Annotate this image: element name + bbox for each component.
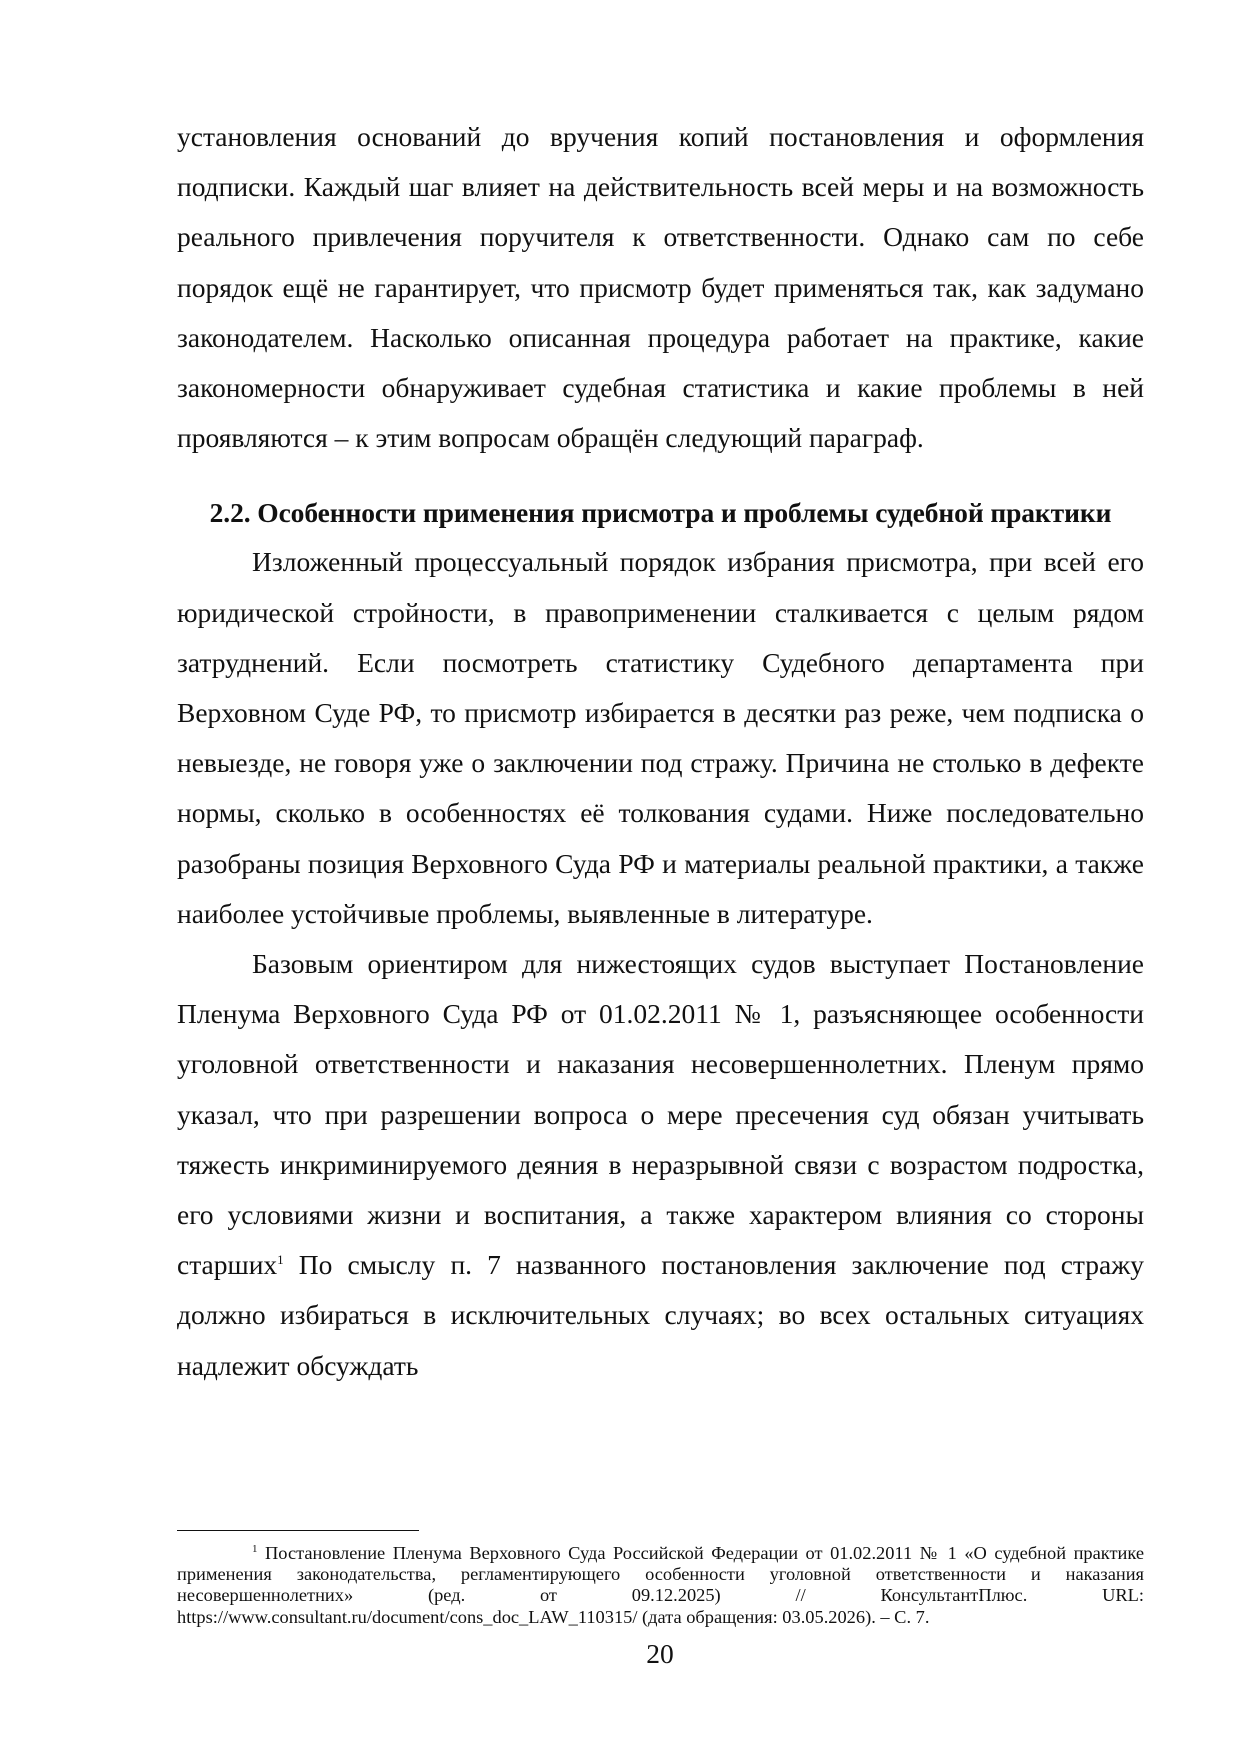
paragraph-continuation: установления оснований до вручения копий постановления и оформления подписки. Каждый шаг влияет на действительность всей меры и на возможность реального привлечения поручителя к ответственности. Однако сам по себе порядок ещё не гарантирует, что присмотр будет применяться так, как задумано законодателем. Насколько описанная процедура работает на практике, какие закономерности обнаруживает судебная статистика и какие проблемы в ней проявляются – к этим вопросам обращён следующий параграф. — [177, 121, 1144, 454]
footnote-mark: 1 — [252, 1542, 258, 1555]
paragraph-plenum-text-part1: Базовым ориентиром для нижестоящих судов выступает Постановление Пленума Верховного Суда РФ от 01.02.2011 № 1, разъясняющее особенности уголовной ответственности и наказания несовершеннолетних. Пленум прямо указал, что при разрешении вопроса о мере пресечения суд обязан учитывать тяжесть инкриминируемого деяния в неразрывной связи с возрастом подростка, его условиями жизни и воспитания, а также характером влияния со стороны старших — [177, 948, 1144, 1281]
footnote-reference-mark[interactable]: 1 — [277, 1252, 284, 1268]
paragraph-plenum-resolution — [177, 939, 1144, 1391]
page-number: 20 — [646, 1638, 674, 1669]
paragraph-plenum-text-part2: По смыслу п. 7 названного постановления заключение под стражу должно избираться в исключительных случаях; во всех остальных ситуациях надлежит обсуждать — [177, 1249, 1144, 1381]
paragraph-statistics: Изложенный процессуальный порядок избрания присмотра, при всей его юридической стройности, в правоприменении сталкивается с целым рядом затруднений. Если посмотреть статистику Судебного департамента при Верховном Суде РФ, то присмотр избирается в десятки раз реже, чем подписка о невыезде, не говоря уже о заключении под стражу. Причина не столько в дефекте нормы, сколько в особенностях её толкования судами. Ниже последовательно разобраны позиция Верховного Суда РФ и материалы реальной практики, а также наиболее устойчивые проблемы, выявленные в литературе. — [177, 546, 1144, 929]
document-body — [177, 112, 1144, 1391]
section-heading: 2.2. Особенности применения присмотра и проблемы судебной практики — [209, 497, 1112, 529]
footnote — [177, 1543, 1144, 1628]
footnote-text: Постановление Пленума Верховного Суда Российской Федерации от 01.02.2011 № 1 «О судебной практике применения законодательства, регламентирующего особенности уголовной ответственности и наказания несовершеннолетних» (ред. от 09.12.2025) // КонсультантПлюс. URL: https://www.consultant.ru/document/cons_doc_LAW_110315/ (дата обращения: 03.05.2026). – С. 7. — [177, 1543, 1144, 1627]
footnote-separator — [177, 1530, 419, 1531]
